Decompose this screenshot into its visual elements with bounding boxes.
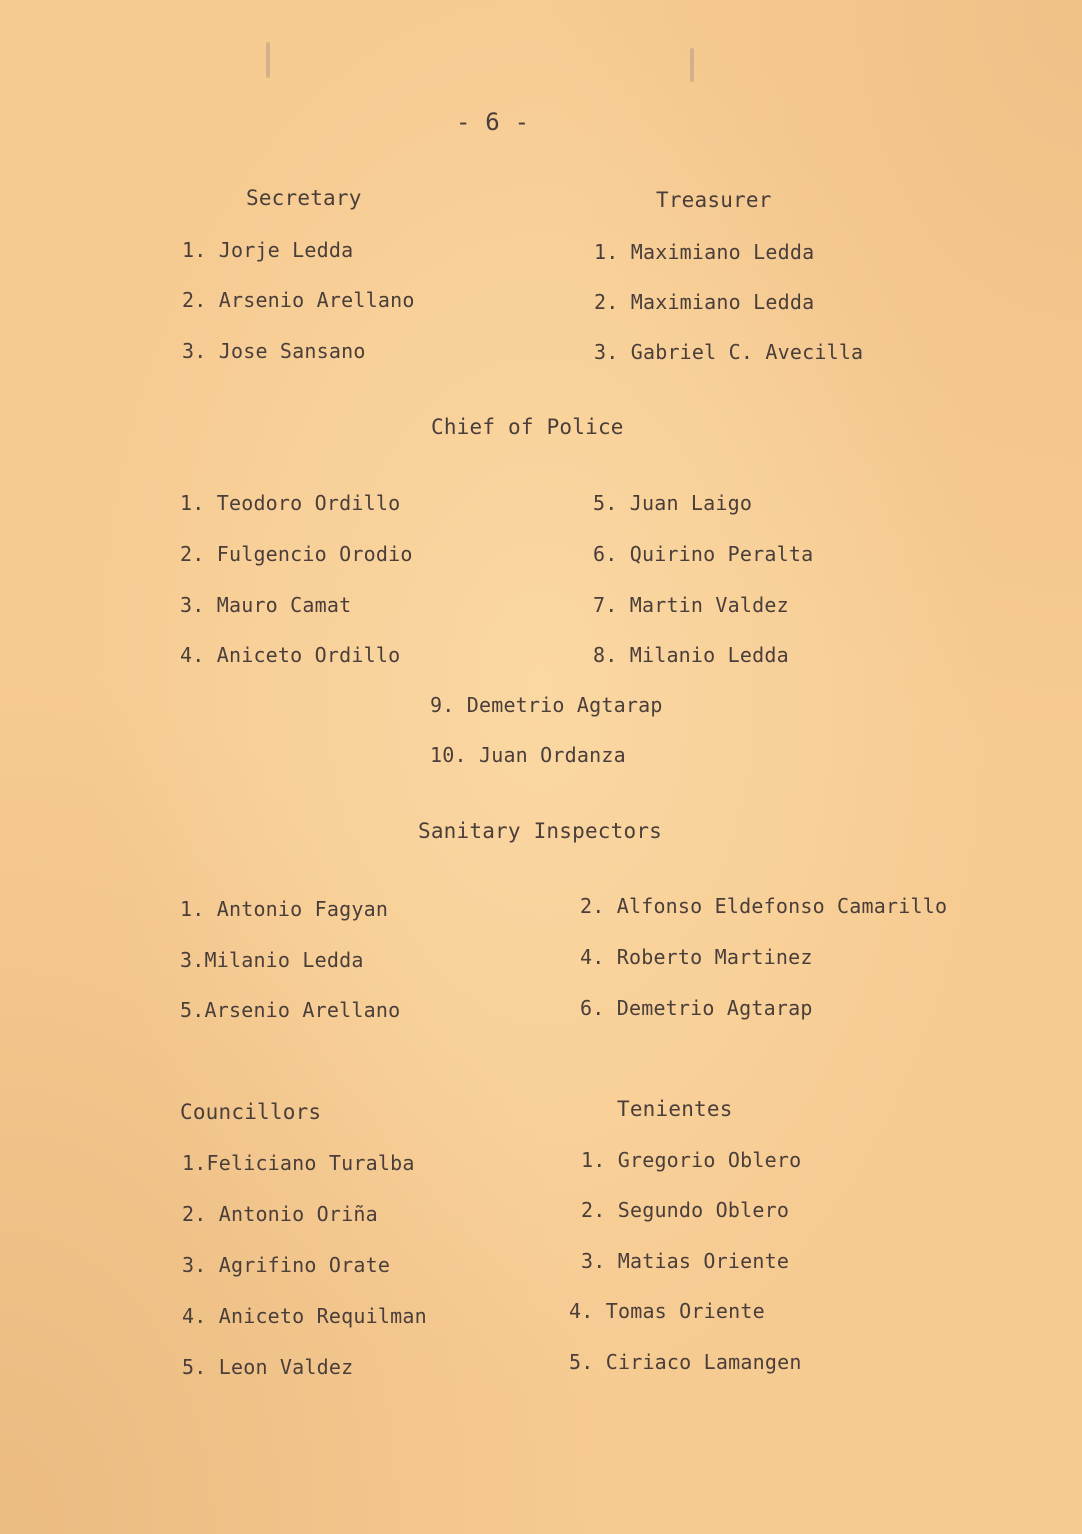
teniente-item: 3. Matias Oriente xyxy=(581,1249,790,1273)
tenientes-heading: Tenientes xyxy=(617,1097,733,1121)
treasurer-item: 3. Gabriel C. Avecilla xyxy=(594,340,864,364)
police-item: 10. Juan Ordanza xyxy=(430,743,626,767)
police-item: 7. Martin Valdez xyxy=(593,593,789,617)
secretary-item: 1. Jorje Ledda xyxy=(182,238,354,262)
inspector-item: 4. Roberto Martinez xyxy=(580,945,813,969)
police-item: 4. Aniceto Ordillo xyxy=(180,643,401,667)
treasurer-heading: Treasurer xyxy=(656,188,772,212)
police-item: 3. Mauro Camat xyxy=(180,593,352,617)
police-item: 9. Demetrio Agtarap xyxy=(430,693,663,717)
treasurer-item: 1. Maximiano Ledda xyxy=(594,240,815,264)
inspector-item: 3.Milanio Ledda xyxy=(180,948,364,972)
teniente-item: 1. Gregorio Oblero xyxy=(581,1148,802,1172)
police-item: 8. Milanio Ledda xyxy=(593,643,789,667)
inspector-item: 6. Demetrio Agtarap xyxy=(580,996,813,1020)
sanitary-inspectors-heading: Sanitary Inspectors xyxy=(418,819,663,843)
police-item: 1. Teodoro Ordillo xyxy=(180,491,401,515)
inspector-item: 1. Antonio Fagyan xyxy=(180,897,389,921)
police-item: 2. Fulgencio Orodio xyxy=(180,542,413,566)
teniente-item: 2. Segundo Oblero xyxy=(581,1198,790,1222)
police-item: 6. Quirino Peralta xyxy=(593,542,814,566)
councillors-heading: Councillors xyxy=(180,1100,322,1124)
councillor-item: 4. Aniceto Requilman xyxy=(182,1304,427,1328)
treasurer-item: 2. Maximiano Ledda xyxy=(594,290,815,314)
police-item: 5. Juan Laigo xyxy=(593,491,753,515)
councillor-item: 2. Antonio Oriña xyxy=(182,1202,378,1226)
page-number: - 6 - xyxy=(456,108,530,136)
chief-of-police-heading: Chief of Police xyxy=(431,415,624,439)
councillor-item: 1.Feliciano Turalba xyxy=(182,1151,415,1175)
councillor-item: 5. Leon Valdez xyxy=(182,1355,354,1379)
binding-mark-right xyxy=(690,48,694,82)
councillor-item: 3. Agrifino Orate xyxy=(182,1253,391,1277)
inspector-item: 2. Alfonso Eldefonso Camarillo xyxy=(580,894,948,918)
secretary-heading: Secretary xyxy=(246,186,362,210)
binding-mark-left xyxy=(266,42,270,78)
secretary-item: 3. Jose Sansano xyxy=(182,339,366,363)
secretary-item: 2. Arsenio Arellano xyxy=(182,288,415,312)
inspector-item: 5.Arsenio Arellano xyxy=(180,998,401,1022)
teniente-item: 4. Tomas Oriente xyxy=(569,1299,765,1323)
teniente-item: 5. Ciriaco Lamangen xyxy=(569,1350,802,1374)
